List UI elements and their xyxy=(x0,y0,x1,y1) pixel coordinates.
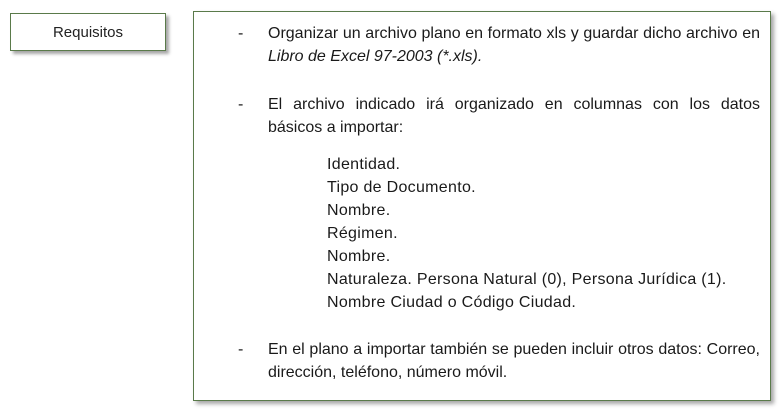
requirement-item-1-italic: Libro de Excel 97-2003 (*.xls). xyxy=(268,48,483,65)
field-item: Régimen. xyxy=(327,225,398,242)
field-item: Nombre Ciudad o Código Ciudad. xyxy=(327,294,577,311)
field-item: Nombre. xyxy=(327,248,391,265)
requisitos-label-box xyxy=(10,13,166,51)
field-item: Nombre. xyxy=(327,202,391,219)
fields-list xyxy=(327,153,726,314)
requirement-item-3-text: En el plano a importar también se pueden incluir otros datos: Correo, dirección, teléfono, número móvil. xyxy=(268,341,760,381)
bullet-marker: - xyxy=(238,25,244,42)
field-item: Identidad. xyxy=(327,156,401,173)
requirement-item-3 xyxy=(268,338,760,384)
bullet-marker: - xyxy=(238,96,244,113)
field-item: Tipo de Documento. xyxy=(327,179,476,196)
requirement-item-1-text: Organizar un archivo plano en formato xls y guardar dicho archivo en xyxy=(268,25,760,42)
requirement-item-1 xyxy=(268,22,760,68)
requirement-item-2 xyxy=(268,93,760,139)
requirements-panel xyxy=(193,11,771,401)
requirement-item-2-text: El archivo indicado irá organizado en columnas con los datos básicos a importar: xyxy=(268,96,760,136)
field-item: Naturaleza. Persona Natural (0), Persona Jurídica (1). xyxy=(327,271,727,288)
bullet-marker: - xyxy=(238,341,244,358)
requisitos-label: Requisitos xyxy=(52,23,124,41)
